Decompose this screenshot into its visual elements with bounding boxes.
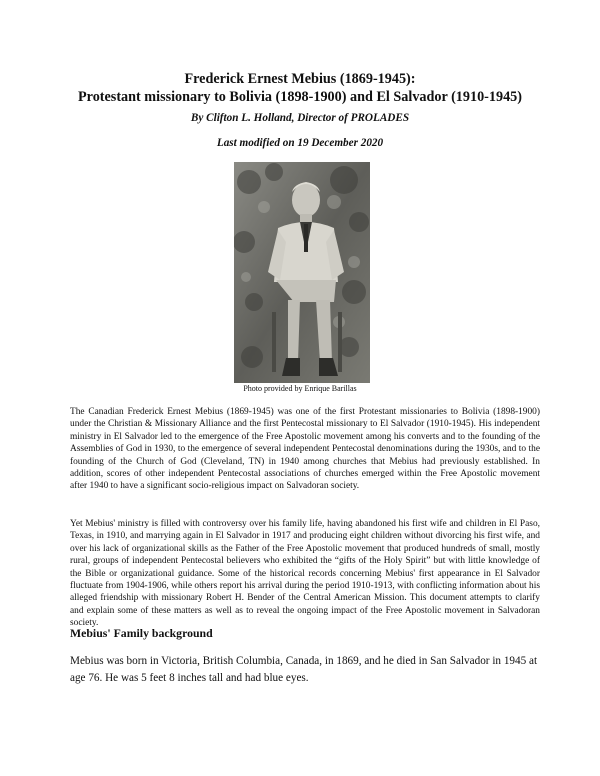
photo-caption: Photo provided by Enrique Barillas: [243, 384, 357, 393]
portrait-photo-icon: [234, 162, 370, 383]
author-line: By Clifton L. Holland, Director of PROLADES: [190, 112, 410, 124]
document-title: [40, 70, 560, 106]
title-line-2: Protestant missionary to Bolivia (1898-1900) and El Salvador (1910-1945): [77, 89, 523, 105]
paragraph-intro: The Canadian Frederick Ernest Mebius (1869-1945) was one of the first Protestant missionaries to Bolivia (1898-1900) under the Christian & Missionary Alliance and the first Pentecostal missionary to El Salvador (1910-1945). His independent ministry in El Salvador led to the emergence of the Free Apostolic movement among his converts and to the founding of the Assemblies of God in 1930, to the emergence of several independent Pentecostal denominations during the 1930s, and to the founding of the Church of God (Cleveland, TN) in 1940 among churches that Mebius had previously established. In addition, scores of other independent Pentecostal associations of churches emerged within the Free Apostolic movement after 1940 to have a significant socio-religious impact on Salvadoran society.: [70, 407, 540, 492]
section-heading: Mebius' Family background: [70, 626, 213, 640]
paragraph-family: Mebius was born in Victoria, British Columbia, Canada, in 1869, and he died in San Salvador in 1945 at age 76. He was 5 feet 8 inches tall and had blue eyes.: [70, 655, 538, 684]
paragraph-controversy: Yet Mebius' ministry is filled with controversy over his family life, having abandoned his first wife and children in El Paso, Texas, in 1910, and marrying again in El Salvador in 1917 and producing eight children without divorcing his first wife, and over his lack of organizational skills as the Father of the Free Apostolic movement that produced hundreds of small, mostly rural, groups of independent Pentecostal believers who exhibited the “gifts of the Holy Spirit” but with little knowledge of the Bible or organizational guidance. Some of the historical records concerning Mebius' first appearance in El Salvador fluctuate from 1904-1906, while others report his arrival during the period 1910-1913, with conflicting information about his alleged friendship with missionary Robert H. Bender of the Central American Mission. This document attempts to clarify and explain some of these matters as well as to reveal the ongoing impact of the Free Apostolic movement in Salvadoran society.: [70, 519, 540, 629]
title-line-1: Frederick Ernest Mebius (1869-1945):: [184, 71, 416, 87]
last-modified-line: Last modified on 19 December 2020: [216, 137, 384, 149]
portrait-photo: [234, 162, 370, 383]
